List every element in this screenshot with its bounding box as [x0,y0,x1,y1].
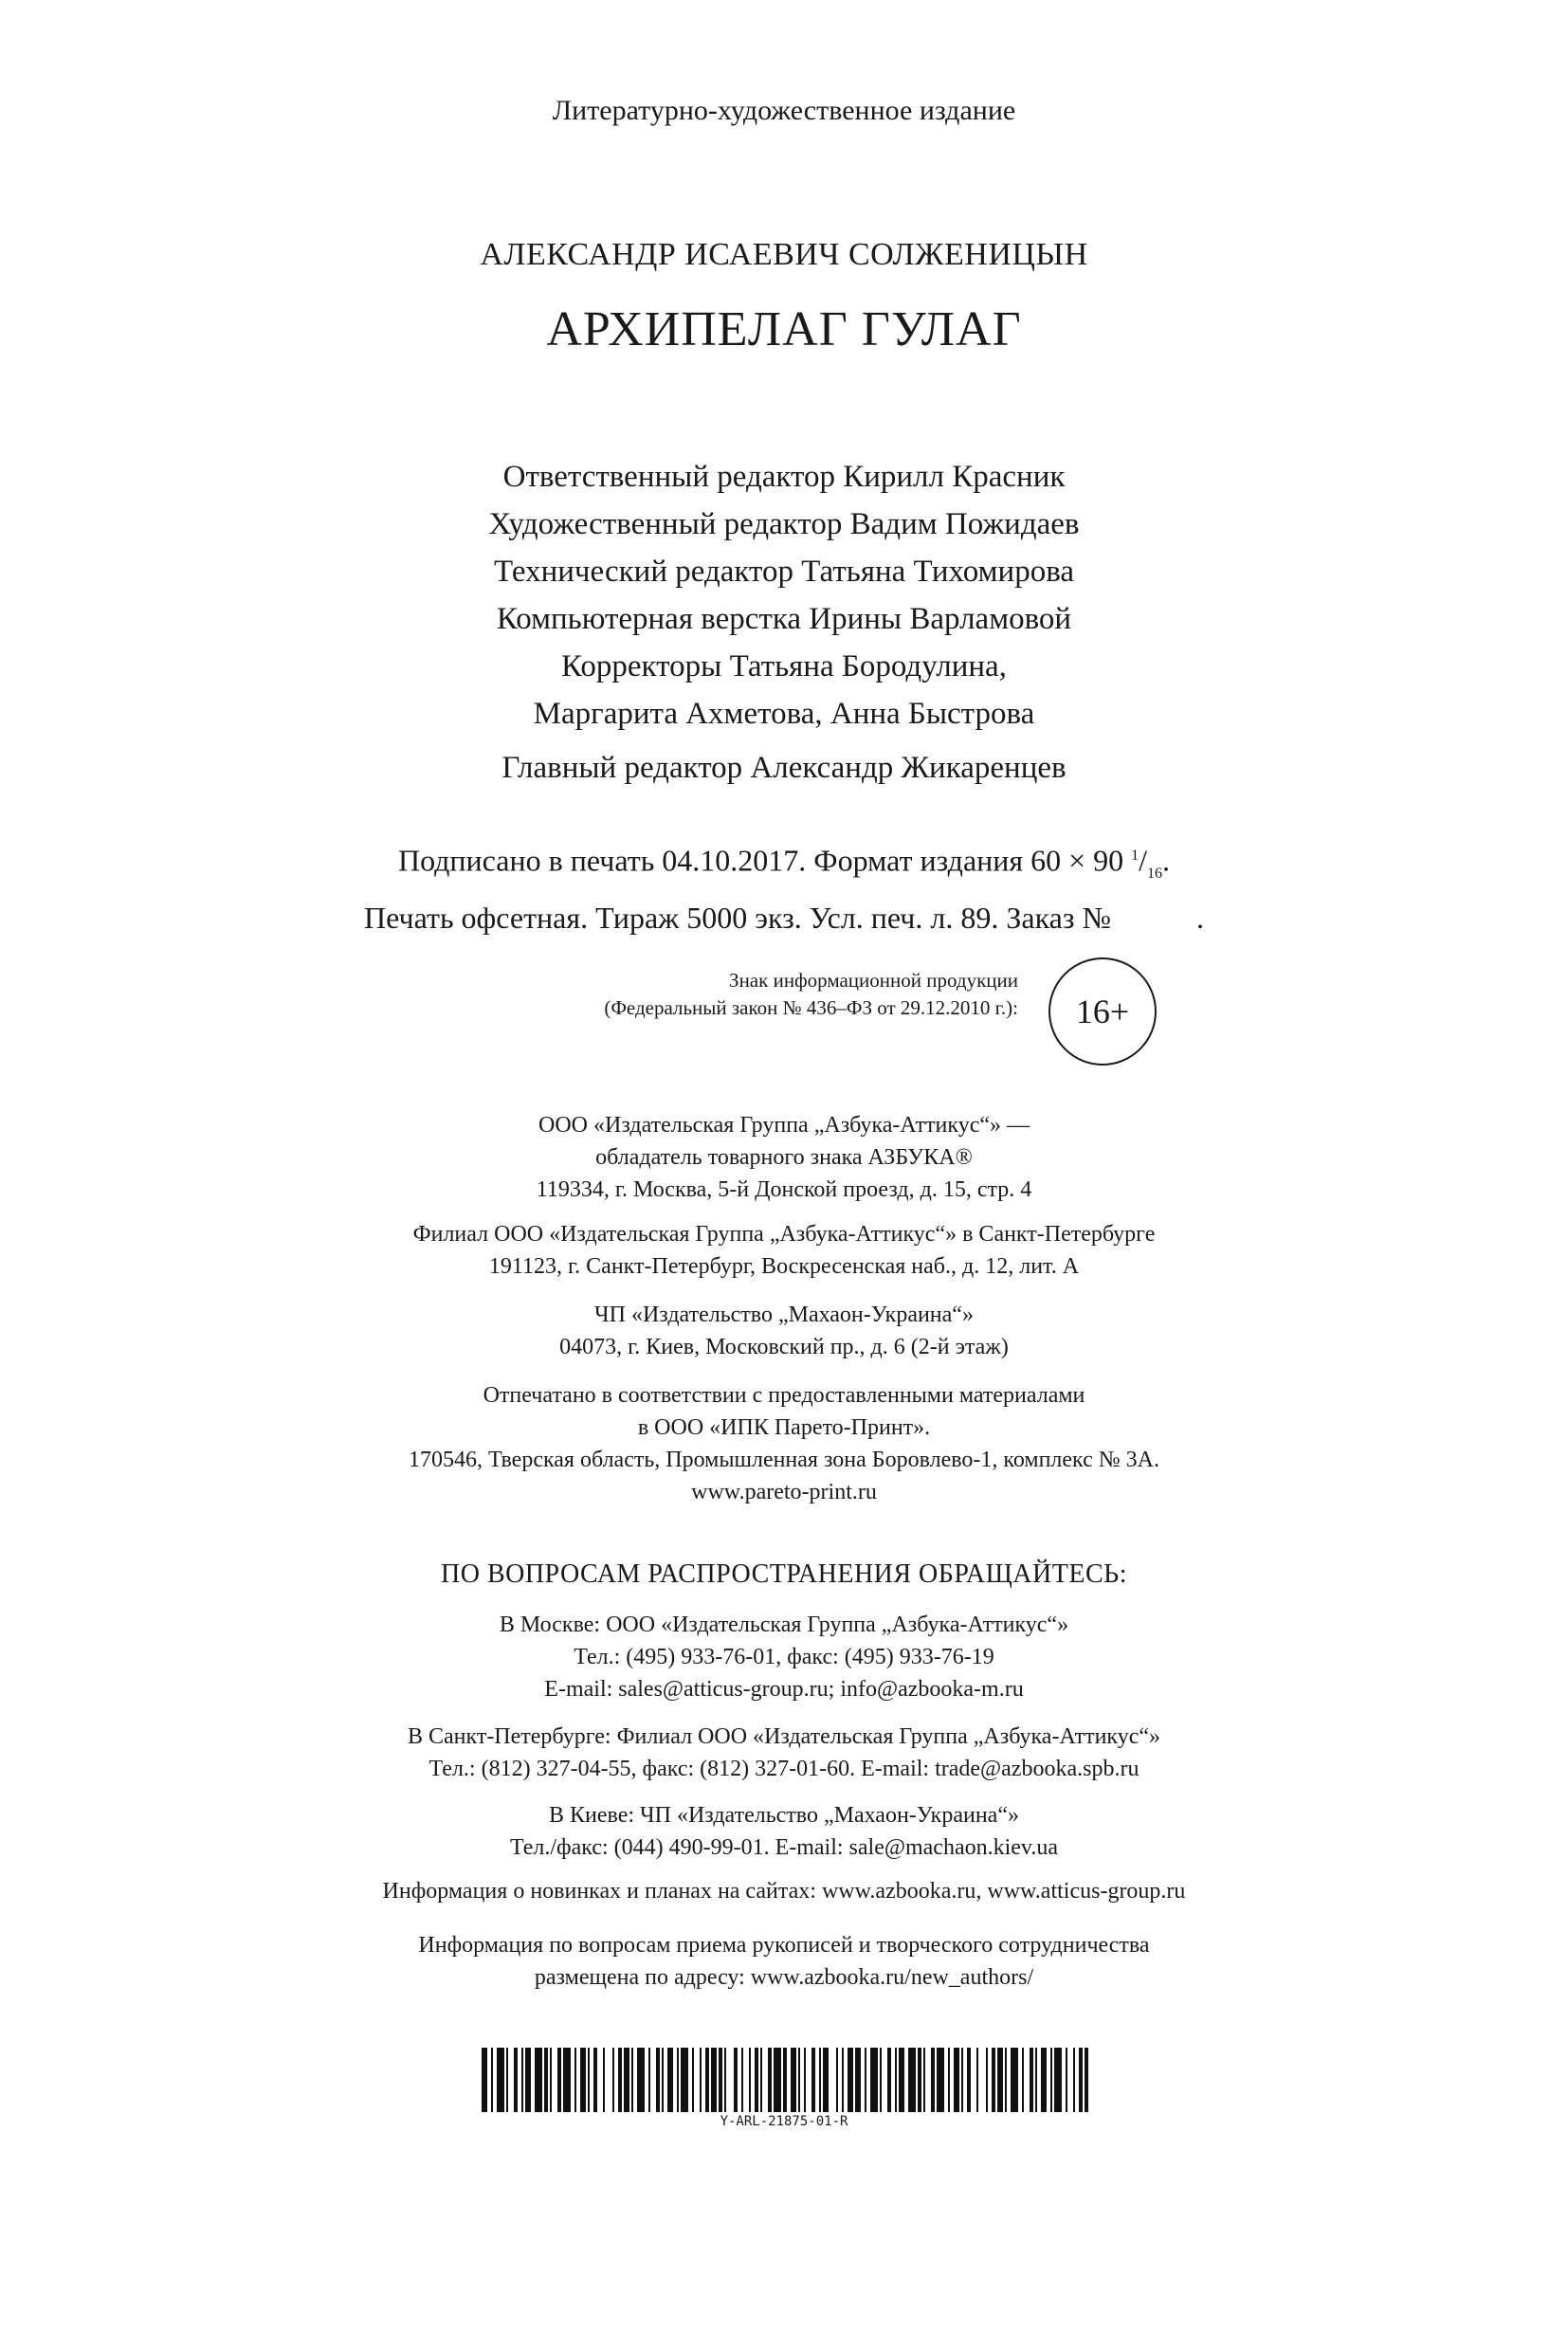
barcode-bar [1085,2048,1088,2112]
barcode-bar [491,2048,493,2112]
barcode-bar [783,2048,787,2112]
barcode-bar [618,2048,622,2112]
barcode-bar [1073,2048,1075,2112]
barcode-bar [997,2048,1003,2112]
barcode-bar [700,2048,702,2112]
info-sites: Информация о новинках и планах на сайтах: www.azbooka.ru, www.atticus-group.ru [382,1879,1186,1904]
barcode-bar [648,2048,650,2112]
book-title: АРХИПЕЛАГ ГУЛАГ [546,302,1022,356]
barcode-bar [961,2048,963,2112]
barcode-bar [1054,2048,1062,2112]
barcode-bar [1005,2048,1007,2112]
publisher-line: Филиал ООО «Издательская Группа „Азбука-Аттикус“» в Санкт-Петербурге [412,1222,1156,1247]
barcode-bar [899,2048,904,2112]
barcode-bar [804,2048,806,2112]
credit-line: Корректоры Татьяна Бородулина, [561,649,1007,683]
age-rating-badge: 16+ [1048,957,1157,1066]
publisher-line: обладатель товарного знака АЗБУКА® [595,1145,973,1170]
barcode-bar [741,2048,743,2112]
barcode-bar [1050,2048,1052,2112]
barcode-bar [535,2048,542,2112]
barcode-bar [923,2048,925,2112]
printer-line: www.pareto-print.ru [691,1480,877,1504]
barcode-bar [506,2048,508,2112]
barcode-bar [563,2048,571,2112]
barcode-bar [637,2048,645,2112]
barcode-bar [880,2048,882,2112]
barcode-bar [976,2048,978,2112]
barcode-bar [711,2048,717,2112]
credit-line: Ответственный редактор Кирилл Красник [502,460,1066,494]
barcode-bar [967,2048,971,2112]
publisher-line: 119334, г. Москва, 5-й Донской проезд, д. 15, стр. 4 [536,1177,1032,1202]
barcode-bar [992,2048,995,2112]
distribution-line: Тел.: (812) 327-04-55, факс: (812) 327-01-60. E-mail: trade@azbooka.spb.ru [428,1757,1140,1781]
info-authors-line: Информация по вопросам приема рукописей и творческого сотрудничества [418,1933,1150,1958]
publisher-line: 04073, г. Киев, Московский пр., д. 6 (2-й этаж) [559,1335,1009,1359]
format-fraction-denominator: 16 [1147,866,1163,883]
barcode-bar [865,2048,866,2112]
barcode-bar [908,2048,916,2112]
print-run-text: Печать офсетная. Тираж 5000 экз. Усл. печ. л. 89. Заказ № [363,901,1112,936]
barcode-bar [954,2048,959,2112]
barcode-bar [631,2048,633,2112]
info-authors [0,1929,1568,1994]
printer-line: 170546, Тверская область, Промышленная зона Боровлево-1, комплекс № 3А. [409,1448,1159,1472]
barcode-bar [819,2048,821,2112]
credit-line: Маргарита Ахметова, Анна Быстрова [533,697,1035,731]
barcode-bar [677,2048,679,2112]
barcode-bar [580,2048,586,2112]
print-format-text: Подписано в печать 04.10.2017. Формат издания 60 × 90 [397,843,1124,878]
barcode-bar [662,2048,664,2112]
barcode-bar [986,2048,988,2112]
credits-block [0,453,1568,738]
barcode-bar [1035,2048,1037,2112]
distribution-line: E-mail: sales@atticus-group.ru; info@azbooka-m.ru [544,1677,1024,1702]
barcode-bar [1041,2048,1047,2112]
publisher-kiev [0,1299,1568,1363]
barcode-bar [588,2048,590,2112]
barcode-bar [692,2048,694,2112]
barcode-bar [760,2048,762,2112]
print-info-line-1: Подписано в печать 04.10.2017. Формат издания 60 × 90 $^1/_{16}$. [397,843,1171,883]
barcode-bar [724,2048,726,2112]
publisher-spb [0,1218,1568,1283]
distribution-line: Тел.: (495) 933-76-01, факс: (495) 933-76-19 [574,1645,994,1669]
barcode-bar [811,2048,815,2112]
barcode-bar [557,2048,561,2112]
barcode-bar [895,2048,897,2112]
distribution-line: Тел./факс: (044) 490-99-01. E-mail: sale@machaon.kiev.ua [509,1835,1059,1860]
barcode-bar [848,2048,853,2112]
barcode-bar [681,2048,688,2112]
barcode-bar [1022,2048,1024,2112]
printer-info [0,1379,1568,1508]
barcode-bar [550,2048,552,2112]
barcode-bar [603,2048,605,2112]
barcode-bar [734,2048,738,2112]
barcode-bar [705,2048,709,2112]
barcode-bar [719,2048,722,2112]
barcode-bar [791,2048,796,2112]
age-rating-line-2: (Федеральный закон № 436–ФЗ от 29.12.2010 г.): [604,996,1018,1019]
barcode-bar [918,2048,921,2112]
age-rating-line-1: Знак информационной продукции [729,969,1018,992]
format-fraction-numerator: 1 [1131,847,1140,864]
distribution-spb [0,1721,1568,1785]
barcode-bar [1066,2048,1067,2112]
credit-line: Технический редактор Татьяна Тихомирова [493,555,1074,589]
edition-type: Литературно-художественное издание [552,95,1016,126]
publisher-main [0,1109,1568,1206]
barcode-bar [544,2048,548,2112]
barcode-bar [798,2048,800,2112]
printer-line: в ООО «ИПК Парето-Принт». [637,1415,931,1440]
info-authors-line: размещена по адресу: www.azbooka.ru/new_authors/ [534,1965,1034,1990]
barcode-bar [497,2048,504,2112]
distribution-heading: ПО ВОПРОСАМ РАСПРОСТРАНЕНИЯ ОБРАЩАЙТЕСЬ: [441,1559,1127,1589]
barcode-bar [656,2048,660,2112]
credit-line: Художественный редактор Вадим Пожидаев [488,507,1080,541]
distribution-line: В Санкт-Петербурге: Филиал ООО «Издательская Группа „Азбука-Аттикус“» [407,1724,1161,1749]
barcode-bar [887,2048,891,2112]
distribution-moscow [0,1609,1568,1705]
barcode-bar [593,2048,597,2112]
author-name: АЛЕКСАНДР ИСАЕВИЧ СОЛЖЕНИЦЫН [480,237,1088,272]
distribution-kiev [0,1799,1568,1864]
barcode-bar [937,2048,944,2112]
barcode-bar [612,2048,614,2112]
barcode-bar [768,2048,772,2112]
publisher-line: ООО «Издательская Группа „Азбука-Аттикус“» — [538,1113,1030,1138]
barcode [482,2048,1088,2112]
distribution-line: В Киеве: ЧП «Издательство „Махаон-Украина“» [549,1803,1019,1828]
barcode-bar [574,2048,576,2112]
barcode-bar [870,2048,878,2112]
barcode-bar [755,2048,758,2112]
print-info [0,834,1568,939]
barcode-text: Y-ARL-21875-01-R [720,2114,848,2129]
age-rating-label [604,967,1018,1022]
barcode-bar [667,2048,673,2112]
barcode-bar [1011,2048,1018,2112]
distribution-line: В Москве: ООО «Издательская Группа „Азбука-Аттикус“» [499,1613,1069,1637]
barcode-bar [842,2048,844,2112]
publisher-line: ЧП «Издательство „Махаон-Украина“» [594,1303,974,1327]
barcode-bar [482,2048,487,2112]
publisher-line: 191123, г. Санкт-Петербург, Воскресенская наб., д. 12, лит. А [488,1254,1080,1279]
print-info-line-2: Печать офсетная. Тираж 5000 экз. Усл. печ. л. 89. Заказ № . [363,901,1205,936]
printer-line: Отпечатано в соответствии с предоставленными материалами [483,1383,1085,1408]
barcode-bar [836,2048,838,2112]
credit-line: Компьютерная верстка Ирины Варламовой [496,602,1072,636]
barcode-bar [855,2048,861,2112]
chief-editor: Главный редактор Александр Жикаренцев [501,751,1067,785]
barcode-bar [931,2048,935,2112]
barcode-bar [823,2048,829,2112]
barcode-bar [1079,2048,1083,2112]
barcode-bar [774,2048,781,2112]
barcode-bar [514,2048,518,2112]
barcode-bar [749,2048,751,2112]
barcode-bar [521,2048,523,2112]
barcode-bar [525,2048,531,2112]
barcode-bar [624,2048,629,2112]
barcode-bar [948,2048,950,2112]
barcode-bar [1030,2048,1033,2112]
